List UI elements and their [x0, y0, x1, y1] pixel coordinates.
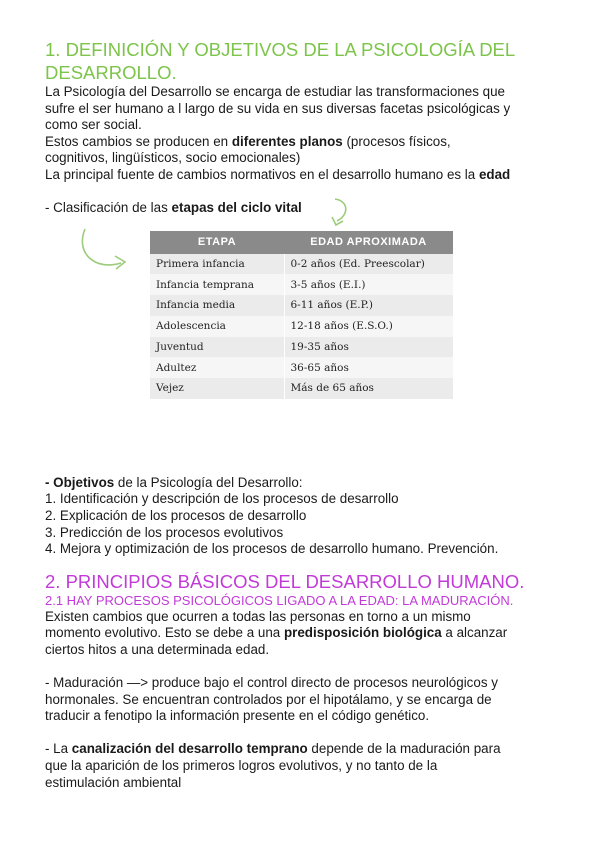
stage-cell: Adultez [150, 357, 284, 378]
text-line: ciertos hitos a una determinada edad. [45, 641, 270, 657]
stage-cell: Vejez [150, 378, 284, 399]
age-cell: 6-11 años (E.P.) [284, 295, 453, 316]
table-row [150, 254, 453, 275]
maturation-paragraph [45, 609, 565, 659]
bold-text: predisposición biológica [283, 625, 442, 641]
list-item: 4. Mejora y optimización de los procesos de desarrollo humano. Prevención. [45, 541, 499, 557]
list-item: 2. Explicación de los procesos de desarrollo [45, 507, 307, 523]
bold-text: etapas del ciclo vital [171, 200, 302, 216]
table-row [150, 378, 453, 399]
text-line: cognitivos, lingüísticos, socio emocionales) [45, 150, 301, 166]
definition-paragraph [45, 84, 565, 184]
text-fragment: Estos cambios se producen en [45, 133, 232, 149]
life-stages-table [150, 231, 453, 399]
section2-title: 2. PRINCIPIOS BÁSICOS DEL DESARROLLO HUMANO. [45, 570, 525, 592]
text-fragment: La principal fuente de cambios normativos en el desarrollo humano es la [45, 166, 479, 182]
text-line: estimulación ambiental [45, 774, 182, 790]
text-line: que la aparición de los primeros logros evolutivos, y no tanto de la [45, 758, 438, 774]
age-cell: 0-2 años (Ed. Preescolar) [284, 254, 453, 275]
text-fragment: momento evolutivo. Esto se debe a una [45, 625, 284, 641]
canalization-paragraph [45, 741, 565, 791]
stage-cell: Infancia temprana [150, 274, 284, 295]
objectives-list [45, 475, 565, 558]
text-line: - Maduración —> produce bajo el control directo de procesos neurológicos y [45, 675, 498, 691]
text-fragment: (procesos físicos, [342, 133, 451, 149]
text-fragment: de la Psicología del Desarrollo: [114, 474, 303, 490]
section1-title [45, 38, 565, 84]
title-line-2: DESARROLLO. [45, 62, 177, 83]
curved-arrow-icon [75, 223, 135, 283]
section2-subtitle: 2.1 HAY PROCESOS PSICOLÓGICOS LIGADO A LA EDAD: LA MADURACIÓN. [45, 592, 514, 608]
text-line: Existen cambios que ocurren a todas las personas en torno a un mismo [45, 608, 471, 624]
header-age: EDAD APROXIMADA [284, 231, 453, 254]
age-cell: 19-35 años [284, 337, 453, 358]
table-row [150, 295, 453, 316]
age-cell: 36-65 años [284, 357, 453, 378]
list-item: 3. Predicción de los procesos evolutivos [45, 524, 284, 540]
text-fragment: a alcanzar [441, 625, 508, 641]
stage-cell: Juventud [150, 337, 284, 358]
text-fragment: - Clasificación de las [45, 200, 172, 216]
age-cell: 3-5 años (E.I.) [284, 274, 453, 295]
table-row [150, 274, 453, 295]
table-row [150, 316, 453, 337]
text-line: hormonales. Se encuentran controlados por el hipotálamo, y se encarga de [45, 691, 492, 707]
bold-text: - Objetivos [45, 474, 115, 490]
stage-cell: Infancia media [150, 295, 284, 316]
classification-heading [45, 200, 565, 217]
document-page [45, 38, 565, 791]
header-stage: ETAPA [150, 231, 284, 254]
bold-text: edad [478, 166, 511, 182]
text-line: traducir a fenotipo la información presente en el código genético. [45, 708, 430, 724]
stage-cell: Primera infancia [150, 254, 284, 275]
text-line: como ser social. [45, 117, 142, 133]
text-line: sufre el ser humano a l largo de su vida en sus diversas facetas psicológicas y [45, 100, 511, 116]
life-stages-table-area [45, 231, 565, 437]
title-line-1: 1. DEFINICIÓN Y OBJETIVOS DE LA PSICOLOGÍA DEL [45, 39, 516, 60]
list-item: 1. Identificación y descripción de los procesos de desarrollo [45, 491, 399, 507]
age-cell: Más de 65 años [284, 378, 453, 399]
table-row [150, 357, 453, 378]
hook-arrow-icon [327, 193, 357, 233]
stage-cell: Adolescencia [150, 316, 284, 337]
bold-text: canalización del desarrollo temprano [71, 741, 308, 757]
text-fragment: - La [45, 741, 72, 757]
maturation-detail-paragraph [45, 675, 565, 725]
text-line: La Psicología del Desarrollo se encarga de estudiar las transformaciones que [45, 84, 506, 99]
text-fragment: depende de la maduración para [307, 741, 501, 757]
age-cell: 12-18 años (E.S.O.) [284, 316, 453, 337]
table-row [150, 337, 453, 358]
bold-text: diferentes planos [231, 133, 343, 149]
